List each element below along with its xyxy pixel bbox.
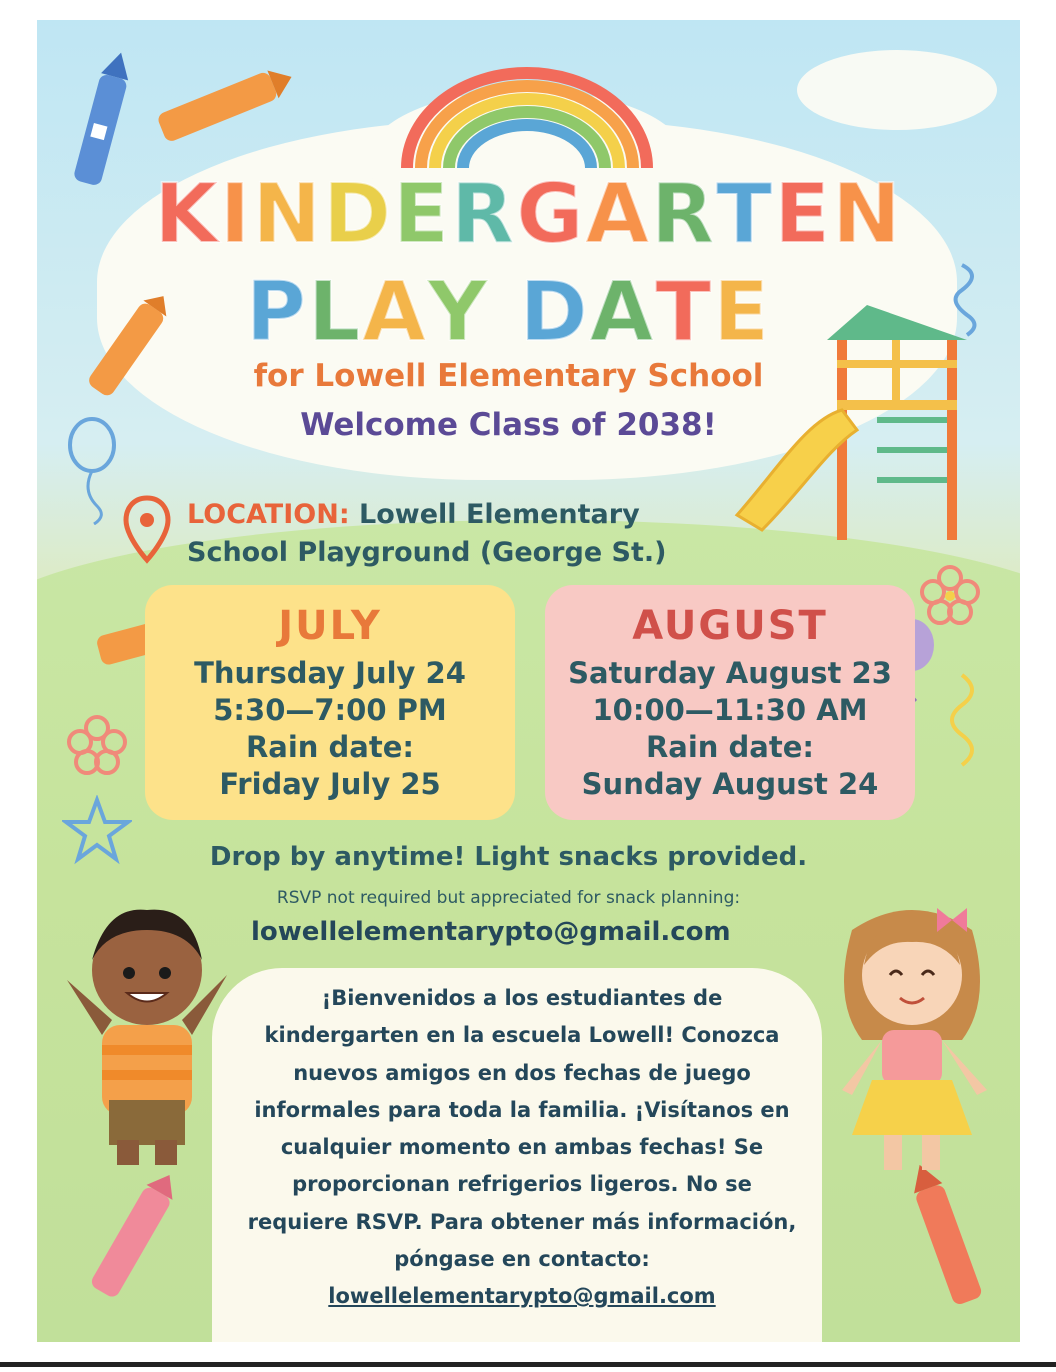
- title-letter: D: [322, 167, 394, 262]
- title-letter: D: [519, 265, 590, 360]
- july-rain-date: Friday July 25: [219, 767, 441, 801]
- location-value-line2: School Playground (George St.): [187, 537, 667, 568]
- title-letter: T: [655, 265, 714, 360]
- july-box: [145, 585, 515, 820]
- spanish-contact-email[interactable]: lowellelementarypto@gmail.com: [328, 1284, 716, 1309]
- welcome-text: Welcome Class of 2038!: [300, 407, 717, 443]
- cloud-right: [797, 50, 997, 130]
- title-letter: R: [650, 167, 717, 262]
- subtitle: for Lowell Elementary School: [253, 358, 764, 394]
- location-label: LOCATION:: [187, 499, 350, 530]
- spanish-text: [242, 980, 802, 1316]
- bottom-rule: [0, 1362, 1056, 1367]
- title-line-1: [37, 167, 1020, 262]
- crayon-icon: [897, 1160, 997, 1320]
- title-letter: L: [307, 265, 363, 360]
- email-link[interactable]: lowellelementarypto@gmail.com: [251, 917, 731, 947]
- crayon-icon: [142, 65, 302, 145]
- title-line-2: [37, 265, 1000, 360]
- title-letter: E: [774, 167, 833, 262]
- title-letter: N: [832, 167, 903, 262]
- title-letter: I: [219, 167, 253, 262]
- flyer: [37, 20, 1020, 1342]
- title-letter: A: [585, 167, 651, 262]
- july-rain-label: Rain date:: [245, 730, 415, 764]
- rainbow-icon: [387, 58, 667, 178]
- location-value-line1: Lowell Elementary: [359, 499, 640, 530]
- title-letter: R: [451, 167, 517, 262]
- drop-by-text: Drop by anytime! Light snacks provided.: [209, 842, 808, 872]
- august-box: [545, 585, 915, 820]
- location-pin-icon: [122, 495, 172, 565]
- august-rain-date: Sunday August 24: [581, 767, 879, 801]
- august-time: 10:00—11:30 AM: [592, 693, 868, 727]
- title-letter: T: [716, 167, 775, 262]
- title-letter: E: [393, 167, 452, 262]
- location-block: [187, 496, 747, 572]
- august-month: AUGUST: [632, 603, 828, 649]
- title-letter: N: [252, 167, 323, 262]
- rsvp-note: RSVP not required but appreciated for snack planning:: [276, 888, 741, 908]
- title-letter: G: [516, 167, 586, 262]
- flower-icon: [62, 710, 132, 780]
- title-letter: [489, 268, 520, 358]
- august-date: Saturday August 23: [568, 656, 892, 690]
- girl-icon: [812, 890, 1012, 1180]
- july-date: Thursday July 24: [194, 656, 466, 690]
- july-time: 5:30—7:00 PM: [213, 693, 447, 727]
- spanish-body: ¡Bienvenidos a los estudiantes de kindergarten en la escuela Lowell! Conozca nuevos amigos en dos fechas de juego informales para toda la familia. ¡Visítanos en cualquier momento en ambas fechas! Se proporcionan refrigerios ligeros. No se requiere RSVP. Para obtener más información, póngase en: [247, 986, 797, 1272]
- august-rain-label: Rain date:: [645, 730, 815, 764]
- title-letter: K: [154, 167, 220, 262]
- title-letter: A: [589, 265, 656, 360]
- squiggle-icon: [937, 670, 987, 780]
- july-month: JULY: [278, 603, 382, 649]
- title-letter: P: [245, 265, 308, 360]
- spanish-contact-label: contacto:: [538, 1247, 650, 1272]
- flower-icon: [915, 560, 985, 630]
- title-letter: A: [362, 265, 428, 360]
- crayon-icon: [77, 1165, 187, 1315]
- title-letter: E: [713, 265, 772, 360]
- title-letter: Y: [427, 265, 490, 360]
